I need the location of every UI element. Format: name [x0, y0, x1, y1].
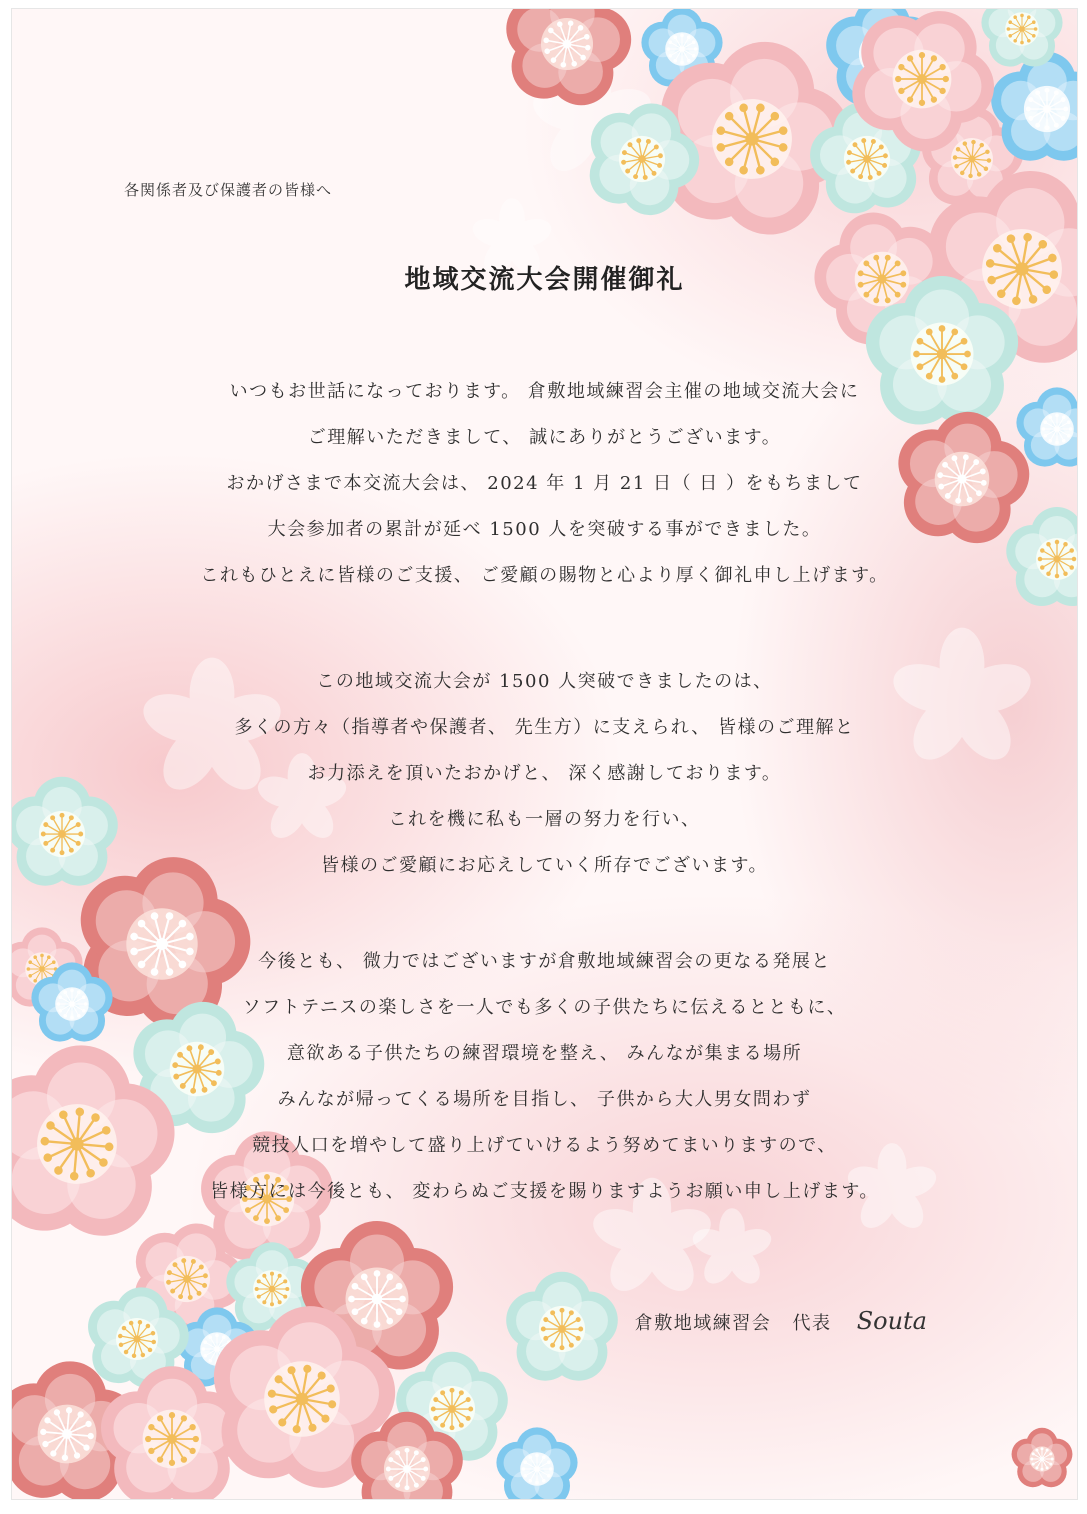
paragraph-line: 意欲ある子供たちの練習環境を整え、 みんなが集まる場所 — [286, 1043, 803, 1064]
handwritten-signature: Souta — [856, 1307, 927, 1335]
paragraph-line: いつもお世話になっております。 倉敷地域練習会主催の地域交流大会に — [229, 381, 860, 402]
paragraph-line: 多くの方々（指導者や保護者、 先生方）に支えられ、 皆様のご理解と — [234, 717, 855, 738]
paragraph-line: 大会参加者の累計が延べ 1500 人を突破する事ができました。 — [267, 519, 822, 540]
representative-role: 代表 — [792, 1313, 832, 1334]
paragraph-gratitude — [12, 659, 1077, 889]
paragraph-line: 皆様のご愛顧にお応えしていく所存でございます。 — [320, 855, 769, 876]
organization-name: 倉敷地域練習会 — [634, 1313, 772, 1334]
greeting: 各関係者及び保護者の皆様へ — [124, 181, 333, 199]
paragraph-future — [12, 939, 1077, 1215]
paragraph-line: お力添えを頂いたおかげと、 深く感謝しております。 — [307, 763, 782, 784]
letter-content — [12, 9, 1077, 1499]
paragraph-line: おかげさまで本交流大会は、 2024 年 1 月 21 日（ 日 ）をもちまして — [226, 473, 863, 494]
paragraph-line: この地域交流大会が 1500 人突破できましたのは、 — [316, 671, 773, 692]
paragraph-line: ソフトテニスの楽しさを一人でも多くの子供たちに伝えるとともに、 — [242, 997, 847, 1018]
letter-page — [11, 8, 1078, 1500]
paragraph-line: みんなが帰ってくる場所を目指し、 子供から大人男女問わず — [277, 1089, 812, 1110]
paragraph-thanks — [12, 369, 1077, 599]
signature-block — [635, 1307, 927, 1335]
paragraph-line: これを機に私も一層の努力を行い、 — [388, 809, 701, 830]
paragraph-line: 今後とも、 微力ではございますが倉敷地域練習会の更なる発展と — [258, 951, 831, 972]
letter-title: 地域交流大会開催御礼 — [404, 265, 685, 295]
paragraph-line: ご理解いただきまして、 誠にありがとうございます。 — [307, 427, 782, 448]
paragraph-line: 皆様方には今後とも、 変わらぬご支援を賜りますようお願い申し上げます。 — [210, 1181, 879, 1202]
paragraph-line: 競技人口を増やして盛り上げていけるよう努めてまいりますので、 — [252, 1135, 837, 1156]
paragraph-line: これもひとえに皆様のご支援、 ご愛顧の賜物と心より厚く御礼申し上げます。 — [200, 565, 889, 586]
